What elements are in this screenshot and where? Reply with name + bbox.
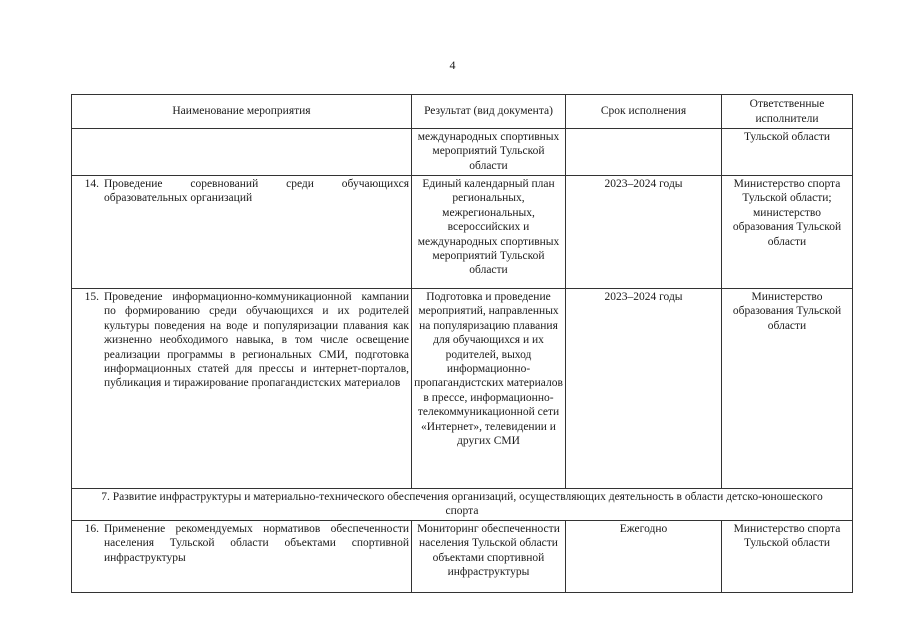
continuation-deadline — [566, 129, 722, 176]
row-name-cell — [72, 289, 412, 489]
row-responsible: Министерство спорта Тульской области; министерство образования Тульской области — [722, 176, 853, 289]
continuation-responsible: Тульской области — [722, 129, 853, 176]
row-name: Применение рекомендуемых нормативов обеспеченности населения Тульской области объектами спортивной инфраструктуры — [104, 523, 409, 564]
continuation-name — [72, 129, 412, 176]
row-number: 14. — [84, 178, 99, 190]
table-row — [72, 176, 853, 289]
row-name-cell — [72, 521, 412, 593]
row-result: Мониторинг обеспеченности населения Тульской области объектами спортивной инфраструктуры — [412, 521, 566, 593]
continuation-row — [72, 129, 853, 176]
page-number: 4 — [449, 58, 456, 72]
events-table — [71, 94, 853, 593]
table-row — [72, 521, 853, 593]
header-deadline: Срок исполнения — [566, 95, 722, 129]
table-header-row — [72, 95, 853, 129]
continuation-result: международных спортивных мероприятий Тульской области — [412, 129, 566, 176]
row-number: 15. — [84, 291, 99, 303]
row-deadline: 2023–2024 годы — [566, 176, 722, 289]
header-name: Наименование мероприятия — [72, 95, 412, 129]
row-responsible: Министерство образования Тульской области — [722, 289, 853, 489]
row-result: Единый календарный план региональных, межрегиональных, всероссийских и международных спортивных мероприятий Тульской области — [412, 176, 566, 289]
row-name: Проведение информационно-коммуникационной кампании по формированию среди обучающихся и их родителей культуры поведения на воде и популяризации плавания как жизненно необходимого навыка, в том числе освещение реализации программы в региональных СМИ, подготовка информационных статей для прессы и интернет-порталов, публикация и тиражирование пропагандистских материалов — [104, 291, 409, 390]
table-row — [72, 289, 853, 489]
row-responsible: Министерство спорта Тульской области — [722, 521, 853, 593]
row-number: 16. — [84, 523, 99, 535]
row-result: Подготовка и проведение мероприятий, направленных на популяризацию плавания для обучающихся и их родителей, выход информационно-пропагандистских материалов в прессе, информационно-телекоммуникационной сети «Интернет», телевидении и других СМИ — [412, 289, 566, 489]
row-name-cell — [72, 176, 412, 289]
section-title: 7. Развитие инфраструктуры и материально-технического обеспечения организаций, осуществляющих деятельность в области детско-юношеского спорта — [72, 489, 853, 521]
header-responsible: Ответственные исполнители — [722, 95, 853, 129]
row-deadline: Ежегодно — [566, 521, 722, 593]
section-row — [72, 489, 853, 521]
row-name: Проведение соревнований среди обучающихся образовательных организаций — [104, 178, 409, 205]
header-result: Результат (вид документа) — [412, 95, 566, 129]
row-deadline: 2023–2024 годы — [566, 289, 722, 489]
